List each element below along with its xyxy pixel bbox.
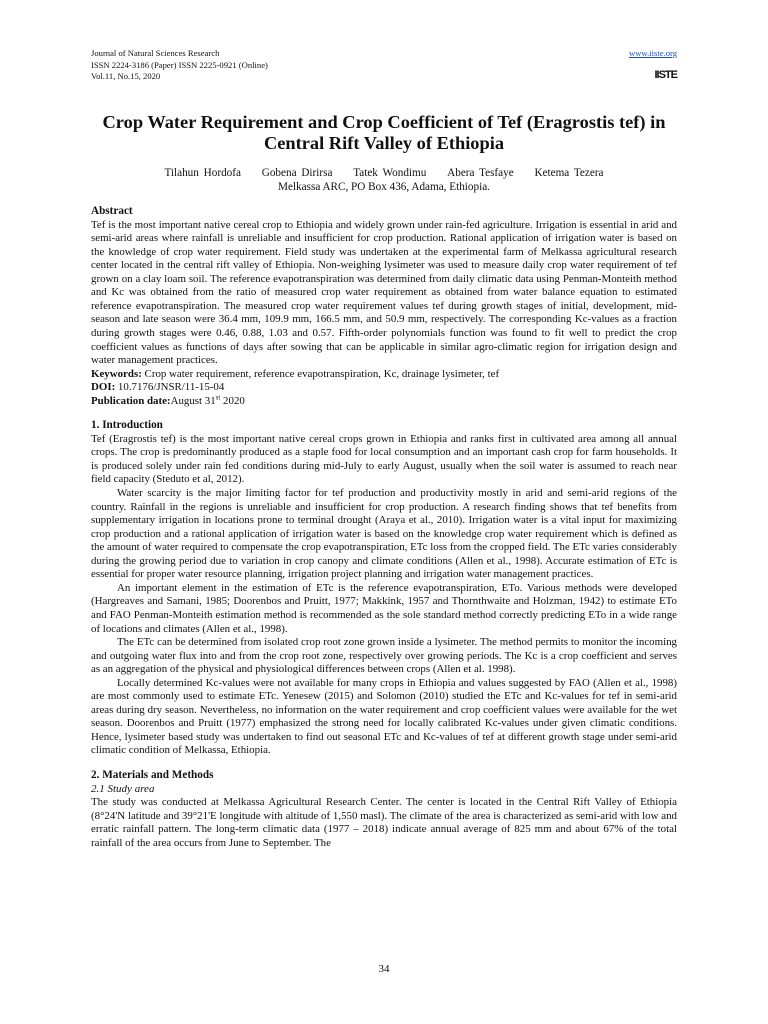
pubdate-label: Publication date: — [91, 394, 171, 407]
abstract-heading: Abstract — [91, 205, 133, 217]
intro-paragraph: Water scarcity is the major limiting factor for tef production and productivity mostly in arid and semi-arid regions of the country. Rainfall in the regions is unreliable and insufficient for crop production. A research finding shows that tef benefits from supplementary irrigation in locations prone to terminal drought (Araya et al., 2010). Irrigation water is a vital input for maximizing crop production and a rational application of irrigation water is based on the knowledge crop water requirement which is defined as the amount of water required to compensate the crop evapotranspiration, ETc loss from the cropped field. The ETc varies considerably during the growing period due to variation in crop canopy and climate conditions (Allen et al., 1998). Accurate estimation of ETc is essential for proper water resource planning, irrigation project planning and irrigation water management practices. — [91, 487, 677, 581]
intro-paragraph: An important element in the estimation of ETc is the reference evapotranspiration, ETo. Various methods were developed (Hargreaves and Samani, 1985; Doorenbos and Pruitt, 1977; Makkink, 1957 and Thornthwaite and Holzman, 1942) to estimate ETo and FAO Penman-Monteith estimation method is recommended as the sole standard method correctly predicting ETo in a wide range of locations and climates (Allen et al., 1998). — [91, 581, 677, 635]
intro-paragraph: Tef (Eragrostis tef) is the most important native cereal crops grown in Ethiopia and ranks first in cultivated area among all annual crops. The crop is predominantly produced as a staple food for local consumption and an important cash crop for farm households. It is produced solely under rain fed conditions during mid-July to early August, usually when the soil water is assumed to reach near field capacity (Steduto et al, 2012). — [91, 432, 677, 486]
keywords-value: Crop water requirement, reference evapotranspiration, Kc, drainage lysimeter, tef — [141, 367, 500, 380]
abstract-text: Tef is the most important native cereal crop to Ethiopia and widely grown under rain-fed agriculture. Irrigation is essential in arid and semi-arid areas where rainfall is unreliable and insufficient for crop production. Rational application of irrigation water is based on the knowledge of crop water requirement. Field study was undertaken at the experimental farm of Melkassa agricultural research center located in the central rift valley of Ethiopia. Non-weighing lysimeter was used to measure daily crop water requirement of tef grown on a clay loam soil. The reference evapotranspiration was determined from daily climatic data using Penman-Monteith method and Kc was obtained from the ratio of measured crop water requirement as obtained from water balance equation to estimated reference evapotranspiration. The measured crop water requirement values tef during growth stages of initial, development, mid-season and late season were 36.4 mm, 109.9 mm, 166.5 mm, and 50.9 mm, respectively. The corresponding Kc-values as a fraction during growth stages were 0.46, 0.88, 1.03 and 0.57. Fifth-order polynomials function was found to fit well to predict the crop coefficient values as functions of days after sowing that can be applicable in similar agro-climatic region for irrigation design and water management practices. — [91, 218, 677, 367]
iiste-logo — [653, 64, 677, 82]
author-name: Tilahun Hordofa — [164, 167, 241, 179]
publication-date-line — [91, 395, 677, 409]
paper-page — [91, 48, 677, 850]
page-number: 34 — [378, 963, 390, 975]
doi-line — [91, 381, 677, 395]
pubdate-year: 2020 — [220, 394, 245, 407]
study-area-subheading: 2.1 Study area — [91, 782, 155, 795]
volume-line: Vol.11, No.15, 2020 — [91, 71, 161, 81]
pubdate-value: August 31 — [170, 394, 216, 407]
intro-paragraph: Locally determined Kc-values were not available for many crops in Ethiopia and values suggested by FAO (Allen et al., 1998) are most commonly used to estimate ETc. Yenesew (2015) and Solomon (2010) studied the ETc and Kc-values for tef in semi-arid areas during dry season. Nevertheless, no information on the water requirement and crop coefficient values were available for the wet season. Doorenbos and Pruitt (1977) emphasized the strong need for locally calibrated Kc-values under given climatic conditions. Hence, lysimeter based study was undertaken to find out seasonal ETc and Kc-values of tef at different growth stage under semi-arid climatic condition of Melkassa, Ethiopia. — [91, 676, 677, 757]
intro-paragraph: The ETc can be determined from isolated crop root zone grown inside a lysimeter. The method permits to monitor the incoming and outgoing water flux into and from the crop root zone, respectively over growing periods. The Kc is a crop coefficient and serves as an aggregation of the physical and physiological differences between crops (Allen et al. 1998). — [91, 636, 677, 676]
keywords-label: Keywords: — [91, 367, 142, 380]
doi-label: DOI: — [91, 381, 116, 394]
journal-header — [91, 48, 677, 94]
website-link[interactable]: www.iiste.org — [629, 48, 677, 58]
header-info — [91, 48, 677, 83]
affiliation: Melkassa ARC, PO Box 436, Adama, Ethiopia. — [278, 181, 490, 193]
logo-text: IISTE — [654, 69, 677, 81]
paper-title: Crop Water Requirement and Crop Coefficient of Tef (Eragrostis tef) in Central Rift Valley of Ethiopia — [102, 112, 666, 153]
author-name: Tatek Wondimu — [353, 167, 427, 179]
author-list — [91, 166, 677, 180]
methods-paragraph: The study was conducted at Melkassa Agricultural Research Center. The center is located in the Central Rift Valley of Ethiopia (8°24'N latitude and 39°21'E longitude with altitude of 1,550 masl). The climate of the area is characterized as semi-arid with low and erratic rainfall pattern. The long-term climatic data (1977 – 2018) indicate annual average of 825 mm and about 67% of the total rainfall of the area occurs from June to September. The — [91, 796, 677, 849]
introduction-heading: 1. Introduction — [91, 419, 163, 432]
doi-value: 10.7176/JNSR/11-15-04 — [115, 381, 225, 394]
journal-name: Journal of Natural Sciences Research — [91, 48, 220, 58]
author-name: Ketema Tezera — [534, 167, 604, 179]
methods-heading: 2. Materials and Methods — [91, 768, 214, 781]
author-name: Abera Tesfaye — [447, 167, 514, 179]
issn-line: ISSN 2224-3186 (Paper) ISSN 2225-0921 (Online) — [91, 59, 268, 70]
pubdate-suffix: st — [215, 393, 221, 402]
author-name: Gobena Dirirsa — [261, 167, 333, 179]
keywords-line — [91, 368, 677, 382]
